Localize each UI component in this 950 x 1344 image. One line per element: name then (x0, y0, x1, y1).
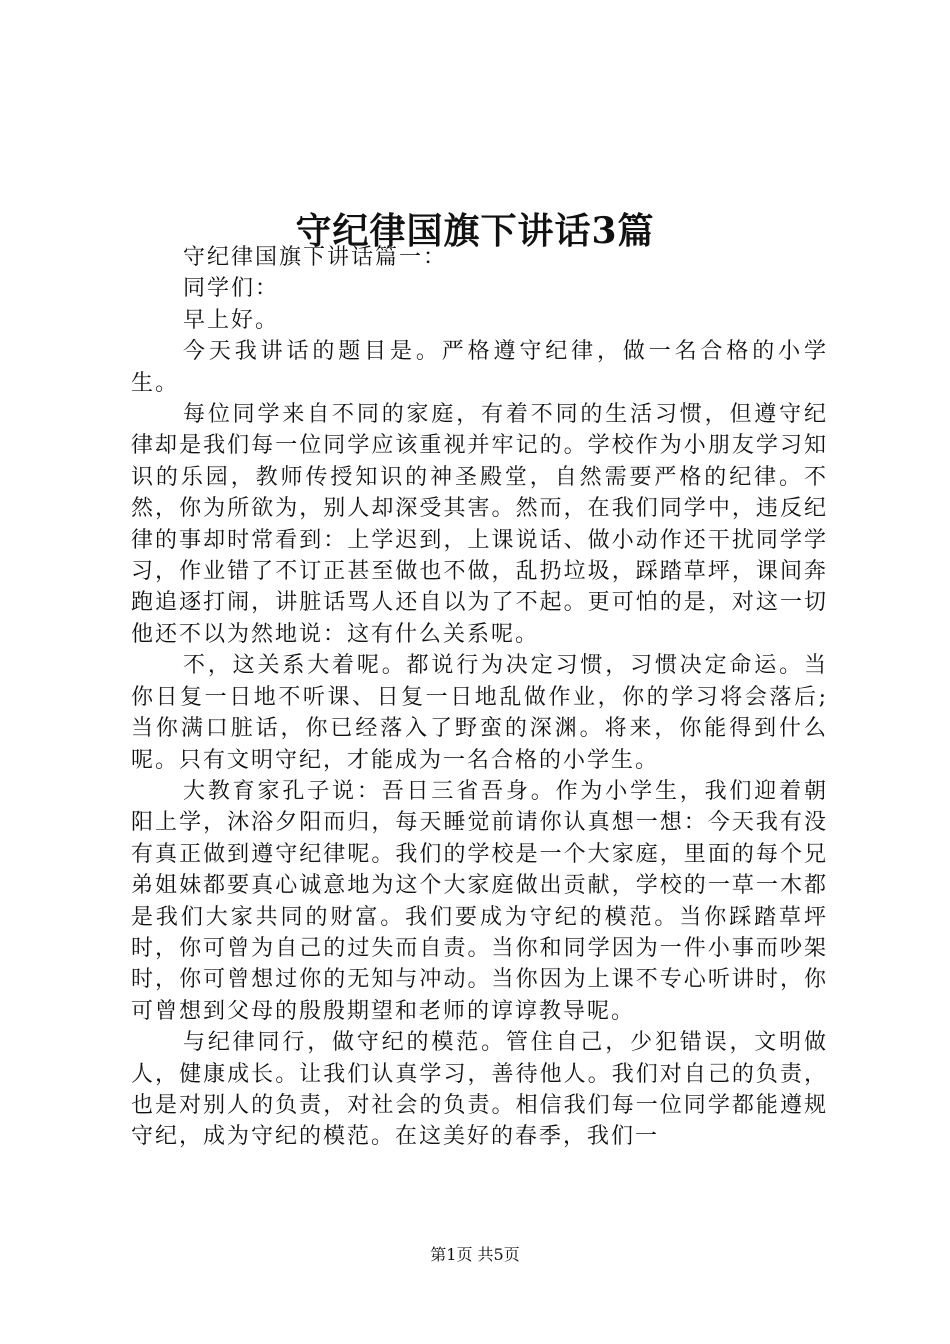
paragraph-body: 大教育家孔子说：吾日三省吾身。作为小学生，我们迎着朝阳上学，沐浴夕阳而归，每天睡觉前请你认真想一想：今天我有没有真正做到遵守纪律呢。我们的学校是一个大家庭，里面的每个兄弟姐妹都要真心诚意地为这个大家庭做出贡献，学校的一草一木都是我们大家共同的财富。我们要成为守纪的模范。当你踩踏草坪时，你可曾为自己的过失而自责。当你和同学因为一件小事而吵架时，你可曾想过你的无知与冲动。当你因为上课不专心听讲时，你可曾想到父母的殷殷期望和老师的谆谆教导呢。 (131, 778, 828, 1024)
page-number-footer: 第1页 共5页 (430, 1245, 520, 1264)
paragraph-greeting: 早上好。 (183, 307, 280, 333)
document-title: 守纪律国旗下讲话3篇 (295, 210, 655, 253)
paragraph-heading: 守纪律国旗下讲话篇一： (183, 245, 448, 270)
paragraph-body: 每位同学来自不同的家庭，有着不同的生活习惯，但遵守纪律却是我们每一位同学应该重视并牢记的。学校作为小朋友学习知识的乐园，教师传授知识的神圣殿堂，自然需要严格的纪律。不然，你为所欲为，别人却深受其害。然而，在我们同学中，违反纪律的事却时常看到：上学迟到，上课说话、做小动作还干扰同学学习，作业错了不订正甚至做也不做，乱扔垃圾，踩踏草坪，课间奔跑追逐打闹，讲脏话骂人还自以为了不起。更可怕的是，对这一切他还不以为然地说：这有什么关系呢。 (131, 402, 828, 647)
paragraph-body: 不，这关系大着呢。都说行为决定习惯，习惯决定命运。当你日复一日地不听课、日复一日地乱做作业，你的学习将会落后;当你满口脏话，你已经落入了野蛮的深渊。将来，你能得到什么呢。只有文明守纪，才能成为一名合格的小学生。 (131, 653, 828, 773)
paragraph-salutation: 同学们： (183, 276, 280, 302)
paragraph-topic: 今天我讲话的题目是。严格遵守纪律，做一名合格的小学生。 (131, 339, 828, 396)
document-body (131, 242, 828, 1153)
paragraph-body: 与纪律同行，做守纪的模范。管住自己，少犯错误，文明做人，健康成长。让我们认真学习，善待他人。我们对自己的负责，也是对别人的负责，对社会的负责。相信我们每一位同学都能遵规守纪，成为守纪的模范。在这美好的春季，我们一 (131, 1030, 828, 1150)
